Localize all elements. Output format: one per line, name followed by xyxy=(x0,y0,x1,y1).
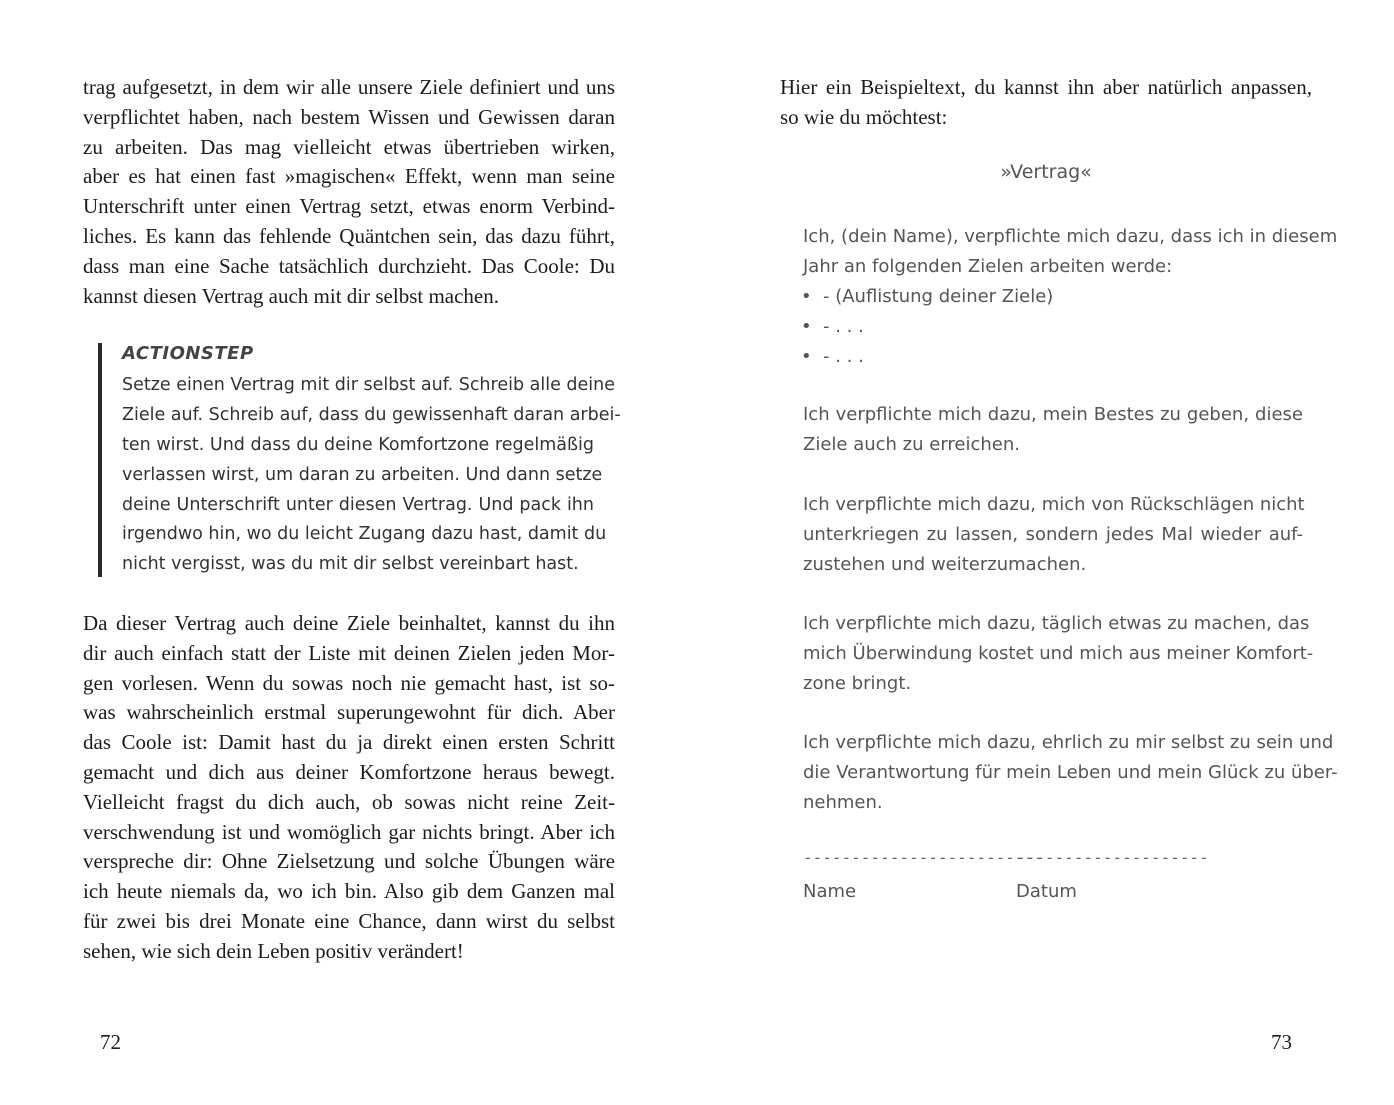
text-line: Da dieser Vertrag auch deine Ziele beinhaltet, kannst du ihn xyxy=(83,611,615,635)
text-line: Unterschrift unter einen Vertrag setzt, etwas enorm Verbind- xyxy=(83,194,615,219)
text-line: was wahrscheinlich erstmal superungewohnt für dich. Aber xyxy=(83,700,615,725)
text-line: verschwendung ist und womöglich gar nichts bringt. Aber ich xyxy=(83,819,615,844)
text-line: Ich verpflichte mich dazu, mein Bestes zu geben, diese xyxy=(803,404,1303,425)
text-line: nicht vergisst, was du mit dir selbst vereinbart hast. xyxy=(122,554,579,575)
bullet-icon: • xyxy=(801,286,812,307)
text-line: Ich verpflichte mich dazu, täglich etwas zu machen, das xyxy=(803,613,1310,634)
text-line: Jahr an folgenden Zielen arbeiten werde: xyxy=(803,256,1173,277)
text-line: gen vorlesen. Wenn du sowas noch nie gemacht hast, ist so- xyxy=(83,670,615,695)
contract-opening xyxy=(803,222,1338,282)
bullet-icon: • xyxy=(801,316,812,337)
text-line: aber es hat einen fast »magischen« Effekt, wenn man seine xyxy=(83,164,615,189)
text-line: mich Überwindung kostet und mich aus meiner Komfort- xyxy=(803,643,1314,664)
text-line: gemacht und dich aus deiner Komfortzone heraus bewegt. xyxy=(83,759,615,784)
text-line: sehen, wie sich dein Leben positiv verändert! xyxy=(83,938,464,963)
list-item xyxy=(801,342,1053,372)
pledge-paragraph xyxy=(803,490,1303,580)
intro-paragraph xyxy=(780,73,1312,133)
goal-text: - . . . xyxy=(823,346,864,367)
text-line: verlassen wirst, um daran zu arbeiten. Und dann setze xyxy=(122,464,603,485)
text-line: Hier ein Beispieltext, du kannst ihn aber natürlich anpassen, xyxy=(780,75,1312,99)
page-number: 73 xyxy=(1271,1030,1292,1054)
text-line: ten wirst. Und dass du deine Komfortzone regelmäßig xyxy=(122,434,594,455)
page-number: 72 xyxy=(100,1030,121,1054)
list-item xyxy=(801,282,1053,312)
text-line: dass man eine Sache tatsächlich durchzieht. Das Coole: Du xyxy=(83,253,615,278)
signature-line-date: -------------------- xyxy=(1016,848,1209,867)
pledge-paragraph xyxy=(803,400,1303,460)
contract-title: »Vertrag« xyxy=(1000,161,1092,183)
actionstep-title: ACTIONSTEP xyxy=(122,343,254,364)
goal-list xyxy=(801,282,1053,372)
text-line: liches. Es kann das fehlende Quäntchen sein, das dazu führt, xyxy=(83,223,615,248)
text-line: für zwei bis drei Monate eine Chance, dann wirst du selbst xyxy=(83,908,615,933)
text-line: Ich, (dein Name), verpflichte mich dazu, dass ich in diesem xyxy=(803,226,1338,247)
text-line: zu arbeiten. Das mag vielleicht etwas übertrieben wirken, xyxy=(83,134,615,159)
text-line: irgendwo hin, wo du leicht Zugang dazu hast, damit du xyxy=(122,524,607,545)
actionstep-box xyxy=(98,343,621,577)
right-page xyxy=(697,0,1394,1105)
goal-text: - (Auflistung deiner Ziele) xyxy=(823,286,1054,307)
signature-line-name: ------------------------- xyxy=(803,848,1044,867)
text-line: deine Unterschrift unter diesen Vertrag. Und pack ihn xyxy=(122,494,594,515)
text-line: nehmen. xyxy=(803,792,883,813)
actionstep-text xyxy=(122,371,621,580)
text-line: Ich verpflichte mich dazu, ehrlich zu mir selbst zu sein und xyxy=(803,732,1334,753)
text-line: dir auch einfach statt der Liste mit deinen Zielen jeden Mor- xyxy=(83,640,615,665)
closing-paragraph xyxy=(83,609,615,967)
text-line: zustehen und weiterzumachen. xyxy=(803,554,1087,575)
text-line: so wie du möchtest: xyxy=(780,104,948,129)
pledge-paragraph xyxy=(803,728,1338,818)
text-line: trag aufgesetzt, in dem wir alle unsere Ziele definiert und uns xyxy=(83,75,615,99)
pledge-paragraph xyxy=(803,609,1314,699)
text-line: Ziele auf. Schreib auf, dass du gewissenhaft daran arbei- xyxy=(122,404,621,425)
text-line: ich heute niemals da, wo ich bin. Also gib dem Ganzen mal xyxy=(83,879,615,904)
text-line: zone bringt. xyxy=(803,673,912,694)
text-line: verspreche dir: Ohne Zielsetzung und solche Übungen wäre xyxy=(83,849,615,874)
signature-label-date: Datum xyxy=(1016,881,1077,902)
text-line: verpflichtet haben, nach bestem Wissen und Gewissen daran xyxy=(83,104,615,129)
signature-label-name: Name xyxy=(803,881,857,902)
text-line: Ziele auch zu erreichen. xyxy=(803,434,1020,455)
bullet-icon: • xyxy=(801,346,812,367)
text-line: Ich verpflichte mich dazu, mich von Rückschlägen nicht xyxy=(803,494,1305,515)
text-line: unterkriegen zu lassen, sondern jedes Mal wieder auf- xyxy=(803,524,1303,545)
goal-text: - . . . xyxy=(823,316,864,337)
text-line: die Verantwortung für mein Leben und mein Glück zu über- xyxy=(803,762,1338,783)
text-line: das Coole ist: Damit hast du ja direkt einen ersten Schritt xyxy=(83,730,615,755)
intro-paragraph xyxy=(83,73,615,311)
list-item xyxy=(801,312,1053,342)
text-line: Vielleicht fragst du dich auch, ob sowas nicht reine Zeit- xyxy=(83,789,615,814)
text-line: kannst diesen Vertrag auch mit dir selbst machen. xyxy=(83,283,500,308)
text-line: Setze einen Vertrag mit dir selbst auf. Schreib alle deine xyxy=(122,375,616,395)
